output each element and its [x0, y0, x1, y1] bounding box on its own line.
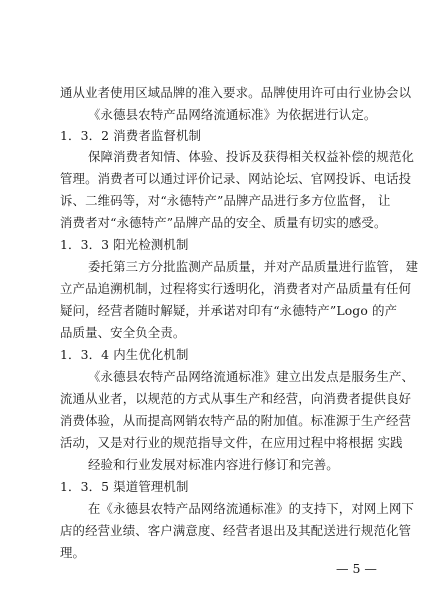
- body-text-line-2: 《永德县农特产品网络流通标准》为依据进行认定。: [88, 107, 377, 122]
- body-text-line-8: 立产品追溯机制，过程将实行透明化，消费者对产品质量有任何: [60, 281, 412, 296]
- body-text-line-1: 通从业者使用区域品牌的准入要求。品牌使用许可由行业协会以: [60, 85, 412, 100]
- body-text-line-9: 疑问，经营者随时解疑，并承诺对印有“永德特产”Logo 的产: [60, 303, 398, 318]
- section-heading-1-3-3: 1．3．3 阳光检测机制: [60, 237, 189, 252]
- body-text-line-13: 消费体验，从而提高网销农特产品的附加值。标准源于生产经营: [60, 413, 412, 428]
- body-text-line-10: 品质量、安全负全责。: [60, 325, 186, 340]
- body-text-line-3: 保障消费者知情、体验、投诉及获得相关权益补偿的规范化: [88, 149, 415, 164]
- body-text-line-11: 《永德县农特产品网络流通标准》建立出发点是服务生产、: [88, 369, 415, 384]
- section-heading-1-3-4: 1．3．4 内生优化机制: [60, 347, 189, 362]
- body-text-line-5: 诉、二维码等，对“永德特产”品牌产品进行多方位监督， 让: [60, 193, 391, 208]
- page-number: — 5 —: [336, 561, 377, 576]
- body-text-line-12: 流通从业者，以规范的方式从事生产和经营，向消费者提供良好: [60, 391, 412, 406]
- body-text-line-15: 经验和行业发展对标准内容进行修订和完善。: [88, 457, 339, 472]
- section-heading-1-3-5: 1．3．5 渠道管理机制: [60, 479, 189, 494]
- body-text-line-4: 管理。消费者可以通过评价记录、网站论坛、官网投诉、电话投: [60, 171, 412, 186]
- body-text-line-6: 消费者对“永德特产”品牌产品的安全、质量有切实的感受。: [60, 215, 387, 230]
- body-text-line-18: 理。: [60, 545, 86, 560]
- section-heading-1-3-2: 1．3．2 消费者监督机制: [60, 128, 202, 143]
- body-text-line-7: 委托第三方分批监测产品质量，并对产品质量进行监管， 建: [88, 259, 419, 274]
- body-text-line-17: 店的经营业绩、客户满意度、经营者退出及其配送进行规范化管: [60, 523, 412, 538]
- body-text-line-16: 在《永德县农特产品网络流通标准》的支持下，对网上网下: [88, 501, 415, 516]
- body-text-line-14: 活动，又是对行业的规范指导文件，在应用过程中将根据 实践: [60, 435, 403, 450]
